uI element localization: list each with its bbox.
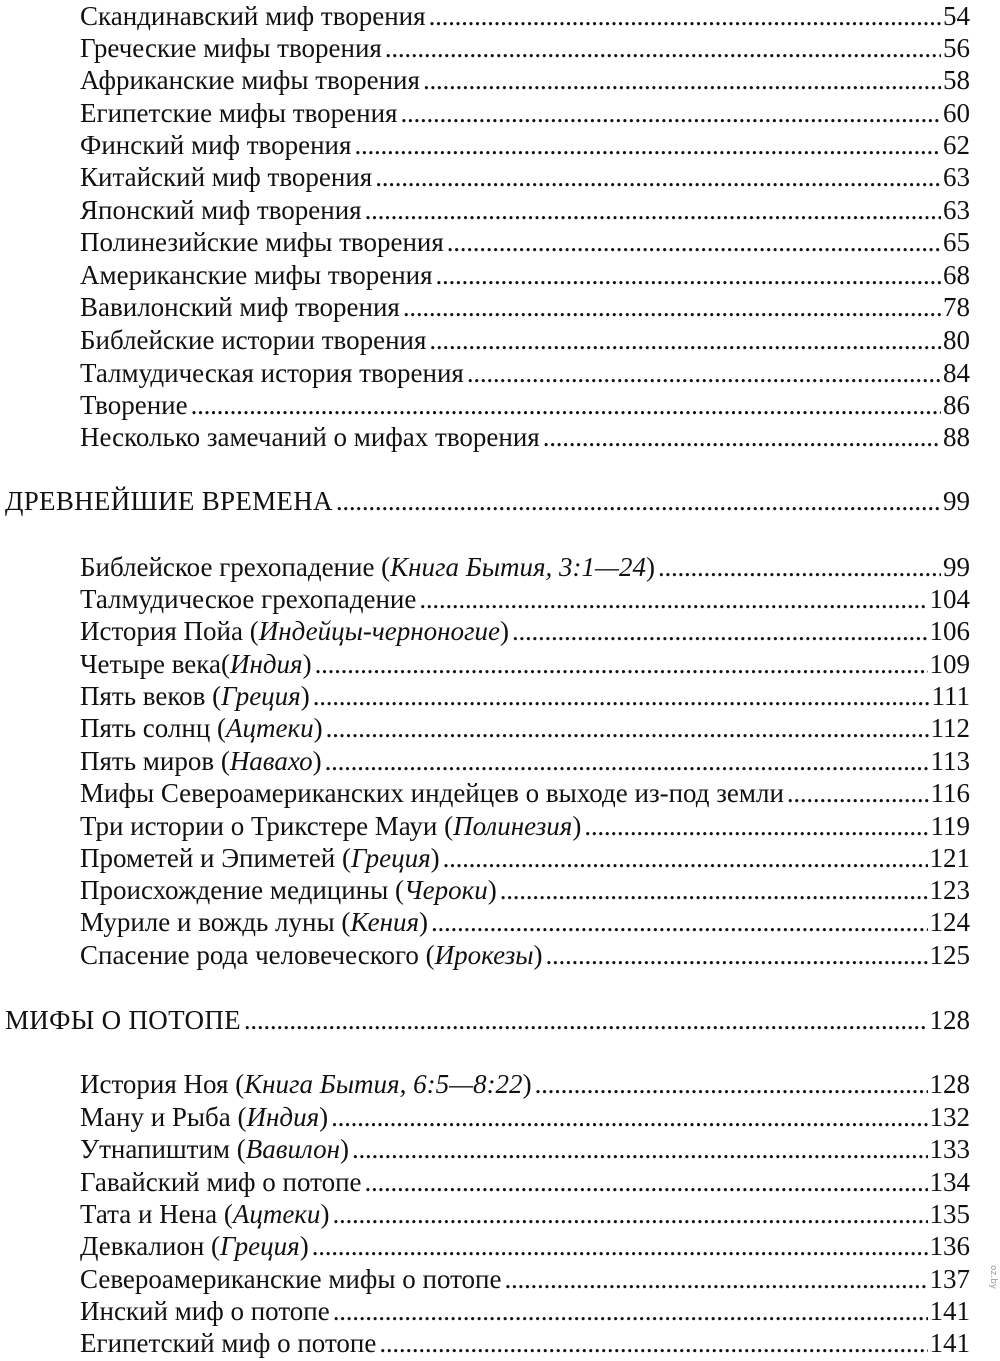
leader-dots [244, 1004, 928, 1036]
entry-page: 86 [943, 390, 970, 420]
entry-page: 106 [929, 616, 970, 646]
leader-dots [546, 939, 928, 971]
section-title: ДРЕВНЕЙШИЕ ВРЕМЕНА [5, 486, 333, 516]
toc-section [0, 485, 1000, 517]
toc-entry [0, 777, 1000, 809]
leader-dots [315, 648, 928, 680]
entry-title: Египетские мифы творения [80, 98, 398, 128]
entry-title: Три истории о Трикстере Мауи (Полинезия) [80, 811, 582, 841]
leader-dots [379, 1327, 927, 1359]
entry-title: Африканские мифы творения [80, 65, 420, 95]
entry-title: Мифы Североамериканских индейцев о выходе из-под земли [80, 778, 784, 808]
toc-entry [0, 842, 1000, 874]
leader-dots [658, 551, 941, 583]
entry-title: Инский миф о потопе [80, 1296, 330, 1326]
toc-entry [0, 64, 1000, 96]
leader-dots [512, 615, 927, 647]
toc-entry [0, 1230, 1000, 1262]
entry-page: 62 [943, 130, 970, 160]
toc-entry [0, 906, 1000, 938]
entry-page: 68 [943, 260, 970, 290]
toc-entry [0, 745, 1000, 777]
toc-entry [0, 291, 1000, 323]
leader-dots [400, 97, 941, 129]
entry-page: 128 [929, 1069, 970, 1099]
toc-entry [0, 583, 1000, 615]
section-page: 99 [943, 486, 970, 516]
toc-entry [0, 1327, 1000, 1359]
entry-page: 125 [929, 940, 970, 970]
toc-entry [0, 421, 1000, 453]
toc-entry [0, 324, 1000, 356]
toc-entry [0, 129, 1000, 161]
leader-dots [419, 583, 927, 615]
entry-page: 134 [929, 1167, 970, 1197]
leader-dots [429, 324, 941, 356]
leader-dots [352, 1133, 928, 1165]
leader-dots [423, 64, 941, 96]
entry-page: 132 [929, 1102, 970, 1132]
entry-title: Ману и Рыба (Индия) [80, 1102, 329, 1132]
entry-title: Библейское грехопадение (Книга Бытия, 3:1—24) [80, 552, 656, 582]
entry-title: Пять веков (Греция) [80, 681, 310, 711]
entry-title: Тата и Нена (Ацтеки) [80, 1199, 330, 1229]
entry-page: 104 [929, 584, 970, 614]
toc-entry [0, 194, 1000, 226]
entry-page: 119 [930, 811, 970, 841]
leader-dots [325, 745, 929, 777]
entry-title: Спасение рода человеческого (Ирокезы) [80, 940, 543, 970]
entry-title: Скандинавский миф творения [80, 1, 426, 31]
leader-dots [312, 1230, 928, 1262]
leader-dots [332, 1198, 927, 1230]
entry-page: 54 [943, 1, 970, 31]
entry-title: Талмудическая история творения [80, 358, 464, 388]
entry-title: Китайский миф творения [80, 162, 373, 192]
entry-title: Гавайский миф о потопе [80, 1167, 362, 1197]
leader-dots [535, 1068, 928, 1100]
toc-entry [0, 161, 1000, 193]
entry-page: 137 [929, 1264, 970, 1294]
toc-entry [0, 874, 1000, 906]
entry-title: Пять миров (Навахо) [80, 746, 322, 776]
entry-page: 111 [931, 681, 970, 711]
toc-entry [0, 551, 1000, 583]
section-title: МИФЫ О ПОТОПЕ [5, 1005, 241, 1035]
entry-page: 56 [943, 33, 970, 63]
entry-title: Девкалион (Греция) [80, 1231, 309, 1261]
entry-page: 58 [943, 65, 970, 95]
leader-dots [365, 194, 941, 226]
entry-page: 141 [929, 1328, 970, 1358]
leader-dots [191, 389, 941, 421]
entry-page: 80 [943, 325, 970, 355]
leader-dots [333, 1295, 928, 1327]
entry-page: 60 [943, 98, 970, 128]
entry-page: 88 [943, 422, 970, 452]
toc-entry [0, 680, 1000, 712]
leader-dots [313, 680, 930, 712]
entry-page: 136 [929, 1231, 970, 1261]
entry-title: Творение [80, 390, 188, 420]
leader-dots [429, 0, 941, 32]
entry-page: 124 [929, 907, 970, 937]
toc-entry [0, 0, 1000, 32]
entry-title: Вавилонский миф творения [80, 292, 400, 322]
entry-page: 99 [943, 552, 970, 582]
leader-dots [504, 1263, 927, 1295]
entry-title: Четыре века(Индия) [80, 649, 312, 679]
watermark-text: oz.by [988, 1265, 998, 1290]
entry-page: 78 [943, 292, 970, 322]
toc-entry [0, 1068, 1000, 1100]
entry-title: История Ноя (Книга Бытия, 6:5—8:22) [80, 1069, 532, 1099]
toc-entry [0, 389, 1000, 421]
leader-dots [584, 810, 928, 842]
entry-title: Библейские истории творения [80, 325, 427, 355]
entry-title: Японский миф творения [80, 195, 362, 225]
entry-title: Пять солнц (Ацтеки) [80, 713, 323, 743]
toc-section [0, 1004, 1000, 1036]
entry-title: Несколько замечаний о мифах творения [80, 422, 540, 452]
toc-entry [0, 1295, 1000, 1327]
leader-dots [500, 874, 928, 906]
leader-dots [375, 161, 941, 193]
entry-page: 123 [929, 875, 970, 905]
entry-title: Муриле и вождь луны (Кения) [80, 907, 429, 937]
toc-entry [0, 357, 1000, 389]
toc-entry [0, 1263, 1000, 1295]
toc-entry [0, 1133, 1000, 1165]
entry-page: 135 [929, 1199, 970, 1229]
entry-title: Египетский миф о потопе [80, 1328, 377, 1358]
entry-title: Прометей и Эпиметей (Греция) [80, 843, 440, 873]
entry-title: Североамериканские мифы о потопе [80, 1264, 502, 1294]
entry-title: Финский миф творения [80, 130, 352, 160]
entry-page: 112 [930, 713, 970, 743]
toc-entry [0, 259, 1000, 291]
toc-entry [0, 939, 1000, 971]
leader-dots [354, 129, 941, 161]
leader-dots [331, 1101, 927, 1133]
leader-dots [443, 842, 928, 874]
leader-dots [431, 906, 927, 938]
entry-page: 133 [929, 1134, 970, 1164]
entry-page: 116 [930, 778, 970, 808]
toc-entry [0, 226, 1000, 258]
toc-entry [0, 615, 1000, 647]
toc-entry [0, 712, 1000, 744]
entry-page: 113 [930, 746, 970, 776]
toc-entry [0, 1101, 1000, 1133]
leader-dots [336, 485, 941, 517]
entry-page: 121 [929, 843, 970, 873]
entry-title: Происхождение медицины (Чероки) [80, 875, 497, 905]
entry-page: 63 [943, 162, 970, 192]
section-page: 128 [929, 1005, 970, 1035]
entry-page: 84 [943, 358, 970, 388]
entry-title: Полинезийские мифы творения [80, 227, 444, 257]
entry-page: 109 [929, 649, 970, 679]
leader-dots [385, 32, 941, 64]
entry-title: Американские мифы творения [80, 260, 433, 290]
leader-dots [403, 291, 941, 323]
toc-entry [0, 1166, 1000, 1198]
leader-dots [365, 1166, 928, 1198]
toc-entry [0, 648, 1000, 680]
toc-entry [0, 97, 1000, 129]
toc-entry [0, 1198, 1000, 1230]
leader-dots [447, 226, 941, 258]
entry-page: 65 [943, 227, 970, 257]
leader-dots [326, 712, 929, 744]
toc-entry [0, 32, 1000, 64]
entry-title: История Пойа (Индейцы-черноногие) [80, 616, 510, 646]
entry-page: 63 [943, 195, 970, 225]
entry-title: Греческие мифы творения [80, 33, 382, 63]
entry-title: Талмудическое грехопадение [80, 584, 417, 614]
toc-entry [0, 810, 1000, 842]
entry-page: 141 [929, 1296, 970, 1326]
leader-dots [787, 777, 929, 809]
leader-dots [467, 357, 941, 389]
leader-dots [436, 259, 941, 291]
leader-dots [543, 421, 941, 453]
entry-title: Утнапиштим (Вавилон) [80, 1134, 349, 1164]
